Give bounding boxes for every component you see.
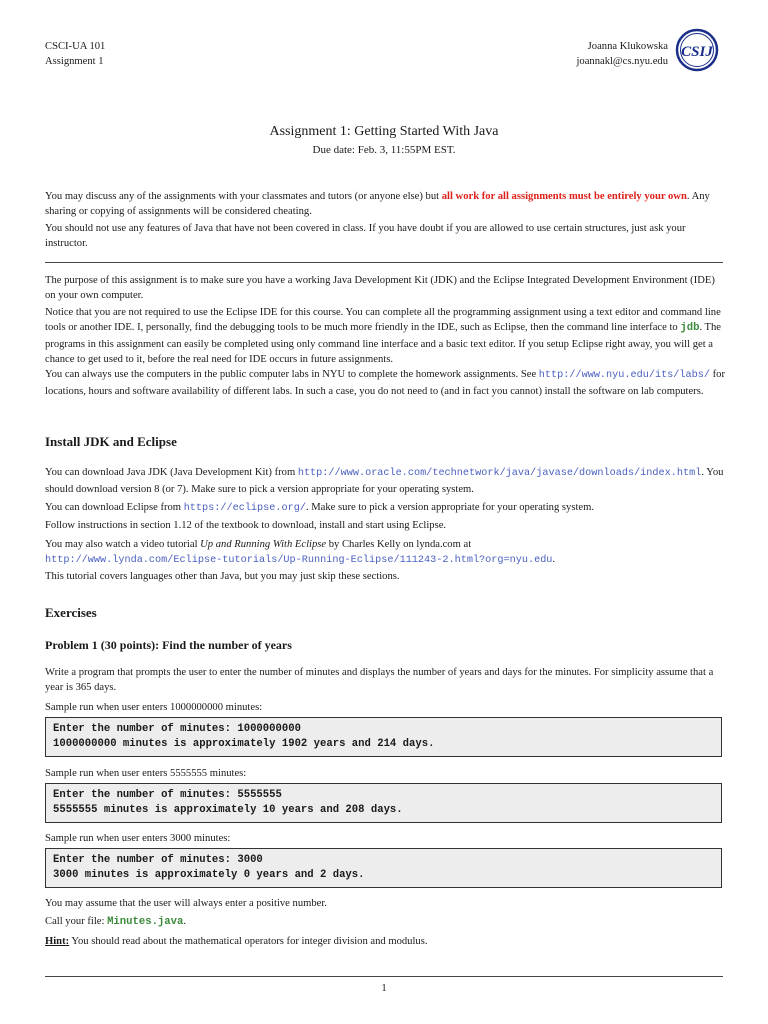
eclipse-text: You can download Eclipse from bbox=[45, 502, 184, 513]
labs-text-end: for locations, hours and software availability of different labs. In such a case, you do not need to (and in fact you cannot) install the software on lab computers. bbox=[45, 369, 725, 397]
sample-label-1: Sample run when user enters 1000000000 minutes: bbox=[45, 702, 263, 713]
course-code: CSCI-UA 101 bbox=[45, 41, 106, 52]
csij-logo bbox=[675, 28, 719, 72]
labs-text: You can always use the computers in the public computer labs in NYU to complete the homework assignments. See bbox=[45, 369, 539, 380]
problem-description: Write a program that prompts the user to enter the number of minutes and displays the number of years and days for the minutes. For simplicity assume that a year is 365 days. bbox=[45, 667, 714, 694]
install-paragraph-3: Follow instructions in section 1.12 of the textbook to download, install and start using Eclipse. bbox=[45, 520, 447, 531]
author-name: Joanna Klukowska bbox=[587, 41, 668, 52]
tutorial-period: . bbox=[552, 554, 556, 566]
due-date: Due date: Feb. 3, 11:55PM EST. bbox=[312, 144, 456, 156]
filename-note bbox=[45, 914, 725, 930]
sample-2-line-2: 5555555 minutes is approximately 10 years and 208 days. bbox=[53, 804, 403, 816]
lynda-link[interactable]: http://www.lynda.com/Eclipse-tutorials/Up-Running-Eclipse/111243-2.html?org=nyu.edu bbox=[45, 555, 553, 567]
hint-note bbox=[45, 934, 725, 949]
sample-label-2: Sample run when user enters 5555555 minutes: bbox=[45, 768, 247, 779]
tutorial-text: You may also watch a video tutorial bbox=[45, 539, 201, 550]
install-paragraph-2 bbox=[45, 500, 725, 517]
policy-paragraph-1 bbox=[45, 189, 725, 220]
install-paragraph-4 bbox=[45, 537, 725, 585]
jdb-code: jdb bbox=[680, 322, 700, 335]
sample-run-1 bbox=[45, 717, 722, 757]
header-right bbox=[576, 39, 668, 70]
jdk-text: You can download Java JDK (Java Development Kit) from bbox=[45, 467, 298, 478]
policy-paragraph-2: You should not use any features of Java that have not been covered in class. If you have doubt if you are allowed to use certain structures, just ask your instructor. bbox=[45, 223, 686, 250]
tutorial-text-mid: by Charles Kelly on lynda.com at bbox=[326, 539, 472, 550]
sample-1-line-2: 1000000000 minutes is approximately 1902 years and 214 days. bbox=[53, 738, 435, 750]
oracle-link[interactable]: http://www.oracle.com/technetwork/java/javase/downloads/index.html bbox=[297, 468, 702, 479]
intro-paragraph-1: The purpose of this assignment is to make sure you have a working Java Development Kit (JDK) and the Eclipse Integrated Development Environment (IDE) on your own computer. bbox=[45, 275, 715, 302]
exercises-heading: Exercises bbox=[45, 605, 97, 620]
policy-text-end: . Any sharing or copying of assignments will be considered cheating. bbox=[45, 191, 710, 218]
footer-divider bbox=[45, 976, 723, 977]
eclipse-link[interactable]: https://eclipse.org/ bbox=[183, 503, 306, 514]
policy-emphasis: all work for all assignments must be entirely your own bbox=[441, 191, 687, 202]
intro-paragraph-2 bbox=[45, 305, 725, 367]
page-number: 1 bbox=[381, 983, 387, 994]
section-divider bbox=[45, 262, 723, 263]
sample-run-2 bbox=[45, 783, 722, 823]
hint-text: You should read about the mathematical operators for integer division and modulus. bbox=[69, 936, 428, 947]
tutorial-title: Up and Running With Eclipse bbox=[200, 539, 327, 550]
assume-note: You may assume that the user will always enter a positive number. bbox=[45, 898, 327, 909]
header-left bbox=[45, 39, 105, 70]
sample-2-line-1: Enter the number of minutes: 5555555 bbox=[53, 789, 282, 801]
tutorial-note: This tutorial covers languages other than Java, but you may just skip these sections. bbox=[45, 571, 400, 583]
filename-period: . bbox=[183, 916, 187, 927]
assignment-label: Assignment 1 bbox=[45, 56, 104, 68]
filename-code: Minutes.java bbox=[107, 916, 184, 928]
sample-3-line-1: Enter the number of minutes: 3000 bbox=[53, 854, 263, 866]
sample-1-line-1: Enter the number of minutes: 1000000000 bbox=[53, 723, 301, 735]
intro-text-end: . The programs in this assignment can easily be completed using only command line interface and a basic text editor. If you setup Eclipse right away, you will get a chance to get used to it, before the real need for IDE occurs in future assignments. bbox=[45, 322, 722, 366]
sample-run-3 bbox=[45, 848, 722, 888]
page-title: Assignment 1: Getting Started With Java bbox=[269, 124, 499, 139]
problem-heading: Problem 1 (30 points): Find the number of years bbox=[45, 638, 292, 652]
filename-text: Call your file: bbox=[45, 916, 108, 927]
hint-label: Hint: bbox=[45, 936, 70, 947]
sample-label-3: Sample run when user enters 3000 minutes: bbox=[45, 833, 231, 844]
intro-text: Notice that you are not required to use the Eclipse IDE for this course. You can complete all the programming assignment using a text editor and command line tools or another IDE. I, personally, find the debugging tools to be much more friendly in the IDE, such as Eclipse, then the command line interface to bbox=[45, 307, 721, 334]
install-heading: Install JDK and Eclipse bbox=[45, 434, 177, 449]
eclipse-text-end: . Make sure to pick a version appropriate for your operating system. bbox=[305, 502, 594, 513]
author-email: joannakl@cs.nyu.edu bbox=[576, 56, 668, 68]
sample-3-line-2: 3000 minutes is approximately 0 years and 2 days. bbox=[53, 869, 365, 881]
jdk-text-end: . You should download version 8 (or 7). Make sure to pick a version appropriate for your operating system. bbox=[45, 467, 724, 495]
intro-paragraph-3 bbox=[45, 367, 725, 399]
policy-text: You may discuss any of the assignments with your classmates and tutors (or anyone else) but bbox=[45, 191, 442, 202]
install-paragraph-1 bbox=[45, 465, 725, 497]
logo-text: CSIJ bbox=[681, 44, 713, 60]
labs-link[interactable]: http://www.nyu.edu/its/labs/ bbox=[538, 370, 710, 381]
